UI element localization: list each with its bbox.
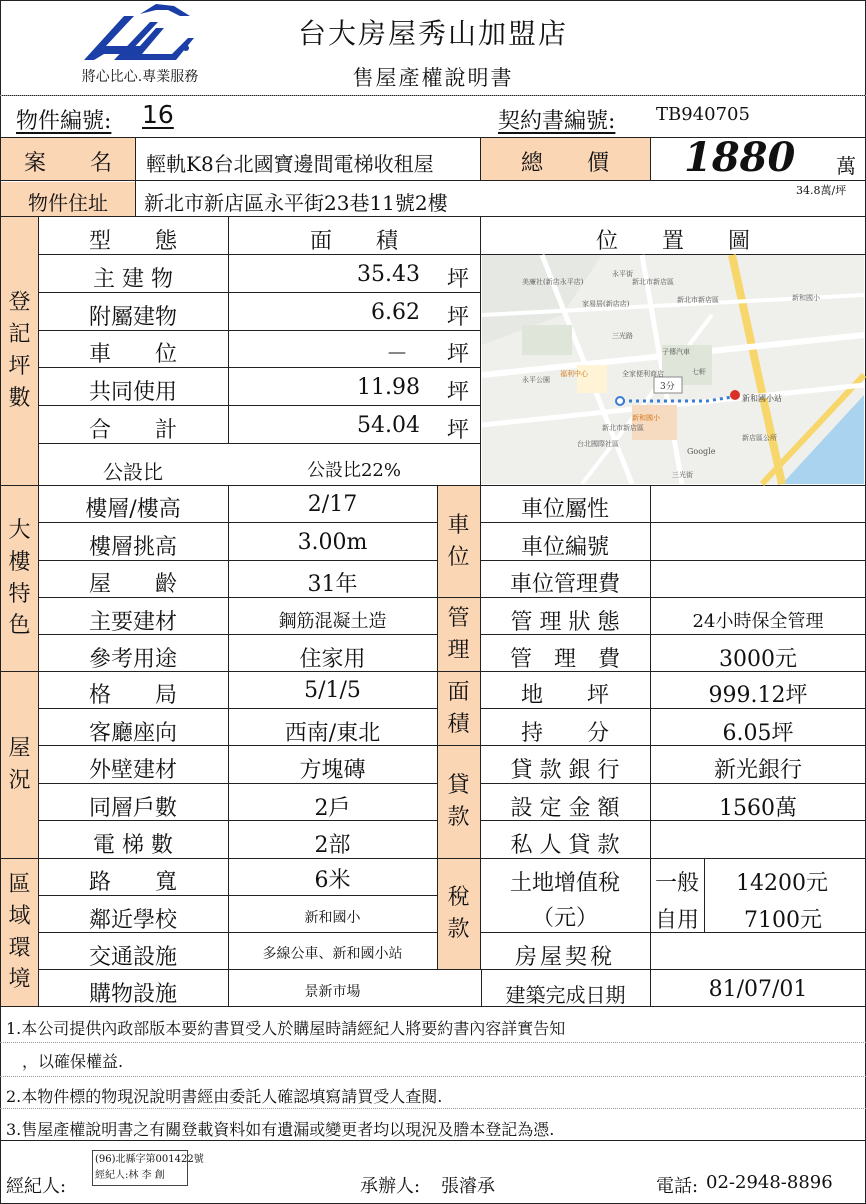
reg-row-value: 35.43 [357, 262, 420, 287]
environment-row-label: 路 寬 [88, 870, 177, 895]
area-row-label: 持 分 [520, 721, 609, 746]
map-label: Google [687, 447, 716, 456]
environment-row-label: 交通設施 [88, 945, 177, 970]
note-line: ，以確保權益. [6, 1052, 124, 1071]
map-walk-badge: 3分 [660, 382, 675, 392]
note-line: 3.售屋產權說明書之有關登載資料如有遺漏或變更者均以現況及謄本登記為憑. [6, 1120, 555, 1139]
map-label: 新店區公所 [742, 434, 777, 442]
parking-row-label: 車位屬性 [520, 497, 609, 522]
contract-no: TB940705 [656, 104, 750, 125]
completion-date-label: 建築完成日期 [505, 983, 626, 1007]
house-row-label: 電 梯 數 [93, 833, 173, 858]
location-map[interactable] [482, 255, 864, 484]
parking-side-label: 車 位 [447, 512, 470, 570]
public-ratio: 公設比22% [306, 460, 401, 481]
building-row-value: 住家用 [299, 647, 366, 672]
building-row-value: 3.00m [297, 530, 368, 555]
registration-side-label: 登 記 坪 數 [8, 290, 31, 411]
environment-row-value: 6米 [314, 868, 351, 893]
self-use-rate-label: 自用 [655, 908, 700, 933]
map-label: 新和國小 [792, 294, 820, 302]
phone-label: 電話: [656, 1176, 699, 1197]
address-label: 物件住址 [28, 191, 108, 215]
building-row-label: 樓層/樓高 [85, 497, 181, 522]
stamp-line: 經紀人:林 李 創 [95, 1170, 165, 1181]
map-label: 新北市新店區 [677, 296, 719, 304]
map-header: 位 置 圖 [595, 229, 750, 254]
reg-row-unit: 坪 [447, 342, 470, 367]
handler-label: 承辦人: [360, 1176, 421, 1197]
map-label: 新和國小 [632, 414, 660, 422]
area-row-value: 6.05坪 [722, 721, 794, 746]
reg-row-label: 共同使用 [88, 380, 177, 405]
map-label: 美廉社(新店永平店) [522, 278, 584, 286]
environment-row-label: 購物設施 [88, 982, 177, 1007]
reg-total-value: 54.04 [357, 413, 420, 438]
loan-row-label: 私 人 貸 款 [510, 833, 620, 858]
deed-tax-label: 房屋契稅 [514, 945, 615, 970]
map-pin-label: 新和國小站 [742, 394, 782, 403]
case-name-label: 案 名 [23, 151, 112, 176]
reg-row-label: 附屬建物 [88, 305, 177, 330]
address: 新北市新店區永平街23巷11號2樓 [144, 191, 448, 215]
agent-label: 經紀人: [6, 1176, 67, 1197]
area-header: 面 積 [309, 229, 398, 254]
environment-row-value: 多線公車、新和國小站 [262, 946, 403, 962]
reg-row-value: 6.62 [371, 300, 420, 325]
house-row-value: 2戶 [314, 796, 351, 821]
company-slogan: 將心比心.專業服務 [81, 69, 199, 85]
house-row-label: 客廳座向 [88, 721, 177, 746]
handler-name: 張濬承 [441, 1176, 495, 1197]
map-label: 全家便利商店 [622, 370, 664, 378]
loan-row-label: 貸 款 銀 行 [510, 758, 620, 783]
reg-row-unit: 坪 [447, 380, 470, 405]
public-ratio-label: 公設比 [103, 460, 163, 484]
loan-row-value: 新光銀行 [713, 758, 802, 783]
company-title: 台大房屋秀山加盟店 [297, 17, 568, 50]
house-side-label: 屋 況 [8, 736, 31, 793]
tax-side-label: 稅 款 [447, 885, 470, 942]
map-label: 新北市新店區 [632, 278, 674, 286]
house-row-label: 外壁建材 [88, 758, 177, 783]
general-rate-label: 一般 [655, 871, 700, 896]
map-label: 三光街 [672, 471, 693, 479]
environment-row-value: 新和國小 [304, 910, 361, 926]
building-row-value: 2/17 [307, 492, 358, 517]
area-row-value: 999.12坪 [708, 683, 808, 708]
house-row-value: 5/1/5 [304, 678, 361, 703]
map-label: 福利中心 [560, 370, 588, 378]
environment-row-value: 景新市場 [304, 984, 361, 1000]
document-title: 售屋產權說明書 [352, 66, 514, 90]
case-name: 輕軌K8台北國寶邊間電梯收租屋 [146, 152, 434, 176]
contract-no-label: 契約書編號: [498, 109, 616, 134]
agent-stamp [92, 1150, 204, 1186]
loan-row-value: 1560萬 [719, 796, 797, 821]
note-line: 2.本物件標的物現況說明書經由委託人確認填寫請買受人查閱. [6, 1087, 443, 1106]
building-row-value: 31年 [307, 572, 358, 597]
note-line: 1.本公司提供內政部版本要約書買受人於購屋時請經紀人將要約書內容詳實告知 [6, 1019, 566, 1038]
management-row-label: 管 理 費 [509, 647, 620, 672]
building-row-value: 鋼筋混凝土造 [278, 611, 387, 632]
reg-row-unit: 坪 [447, 267, 470, 292]
object-no: 16 [142, 100, 174, 129]
map-label: 台北國際社區 [577, 440, 619, 448]
map-label: 子傳汽車 [662, 348, 690, 356]
stamp-line: (96)北縣字第001422號 [95, 1154, 204, 1165]
house-row-value: 2部 [314, 833, 351, 858]
house-row-label: 同層戶數 [88, 796, 177, 821]
management-row-value: 24小時保全管理 [692, 611, 824, 632]
map-label: 家易居(新店店) [582, 300, 630, 308]
unit-price: 34.8萬/坪 [796, 184, 847, 197]
completion-date: 81/07/01 [708, 977, 808, 1002]
building-row-label: 樓層挑高 [88, 535, 177, 560]
parking-row-label: 車位管理費 [509, 572, 620, 597]
parking-row-label: 車位編號 [520, 535, 609, 560]
building-row-label: 參考用途 [88, 647, 177, 672]
object-no-label: 物件編號: [16, 109, 112, 134]
land-tax-label: 土地增值稅 [509, 871, 620, 896]
reg-row-value: 11.98 [357, 375, 420, 400]
loan-side-label: 貸 款 [447, 773, 470, 830]
house-row-label: 格 局 [88, 683, 177, 708]
building-row-label: 屋 齡 [88, 572, 177, 597]
management-row-value: 3000元 [719, 647, 797, 672]
area-side-label: 面 積 [447, 679, 470, 737]
management-row-label: 管 理 狀 態 [510, 610, 620, 635]
reg-row-unit: 坪 [447, 305, 470, 330]
house-row-value: 方塊磚 [299, 758, 366, 783]
reg-total-label: 合 計 [88, 418, 177, 443]
loan-row-label: 設 定 金 額 [510, 796, 620, 821]
map-label: 永平公園 [522, 376, 550, 384]
map-label: 七軒 [692, 368, 706, 376]
total-price: 1880 [684, 134, 796, 181]
reg-row-label: 主 建 物 [93, 267, 173, 292]
self-use-rate-value: 7100元 [744, 908, 822, 933]
company-logo [80, 2, 200, 68]
reg-total-unit: 坪 [447, 418, 470, 443]
phone-number: 02-2948-8896 [706, 1172, 833, 1193]
environment-side-label: 區 域 環 境 [8, 871, 31, 993]
reg-row-value: － [385, 342, 408, 367]
house-row-value: 西南/東北 [284, 721, 381, 746]
type-header: 型 態 [88, 229, 177, 254]
area-row-label: 地 坪 [520, 683, 609, 708]
total-price-unit: 萬 [836, 154, 856, 178]
land-tax-unit: （元） [531, 906, 598, 931]
map-label: 新北市新店區 [602, 424, 644, 432]
map-label: 三光路 [612, 332, 633, 340]
building-side-label: 大 樓 特 色 [8, 517, 31, 639]
general-rate-value: 14200元 [736, 871, 828, 896]
map-label: 永平街 [612, 270, 633, 278]
environment-row-label: 鄰近學校 [88, 908, 177, 933]
building-row-label: 主要建材 [88, 610, 177, 635]
management-side-label: 管 理 [447, 605, 470, 663]
total-price-label: 總 價 [520, 151, 609, 176]
reg-row-label: 車 位 [88, 342, 177, 367]
